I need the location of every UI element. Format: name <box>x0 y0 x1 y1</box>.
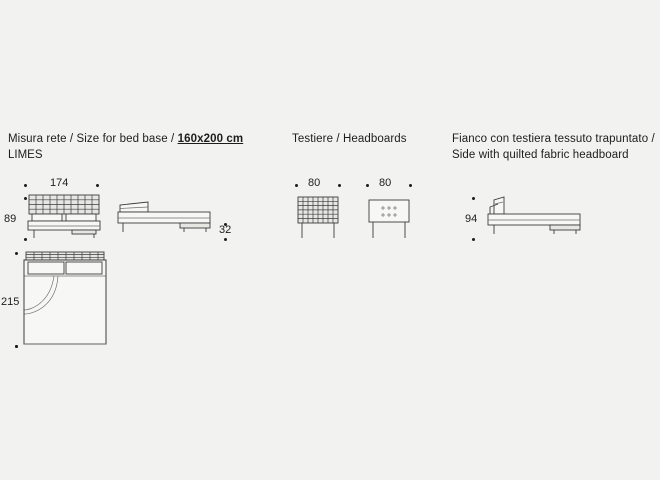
figure-bed-side-elevation <box>118 198 214 244</box>
figure-headboard-quilted <box>368 199 414 241</box>
dimension-headboard-quilted-width: 80 <box>379 177 392 189</box>
dimension-plan-depth: 215 <box>1 296 20 308</box>
tick-dot-hb-woven-right <box>338 184 341 187</box>
tick-dot-hb-quilted-left <box>366 184 369 187</box>
dimension-headboard-woven-width: 80 <box>308 177 321 189</box>
section-title-side-quilted <box>452 131 657 163</box>
dimension-side-leg: 32 <box>219 224 232 236</box>
tick-dot-side-leg-bottom <box>224 238 227 241</box>
figure-bed-plan-view <box>24 252 116 348</box>
figure-bed-front-elevation <box>28 192 106 244</box>
tick-dot-front-width-left <box>24 184 27 187</box>
figure-headboard-woven <box>297 196 343 240</box>
title-size-value: 160x200 cm <box>177 133 244 145</box>
tick-dot-plan-top <box>15 252 18 255</box>
tick-dot-side-height-top <box>472 197 475 200</box>
title-prefix: Misura rete / Size for bed base / <box>8 133 178 145</box>
dimension-front-height: 89 <box>4 213 17 225</box>
tick-dot-side-height-bottom <box>472 238 475 241</box>
side-title-line-2: Side with quilted fabric headboard <box>452 149 629 161</box>
section-title-headboards: Testiere / Headboards <box>292 133 407 145</box>
dimension-side-height: 94 <box>465 213 478 225</box>
tick-dot-plan-bottom-edge <box>15 345 18 348</box>
model-name: LIMES <box>8 149 43 161</box>
dimension-front-width: 174 <box>50 177 69 189</box>
tick-dot-front-height-top <box>24 197 27 200</box>
page-title-bed-base <box>8 131 278 147</box>
tick-dot-hb-woven-left <box>295 184 298 187</box>
figure-side-quilted-headboard <box>482 196 594 242</box>
tick-dot-hb-quilted-right <box>409 184 412 187</box>
side-title-line-1: Fianco con testiera tessuto trapuntato / <box>452 133 655 145</box>
tick-dot-front-height-bottom <box>24 238 27 241</box>
tick-dot-front-width-right <box>96 184 99 187</box>
